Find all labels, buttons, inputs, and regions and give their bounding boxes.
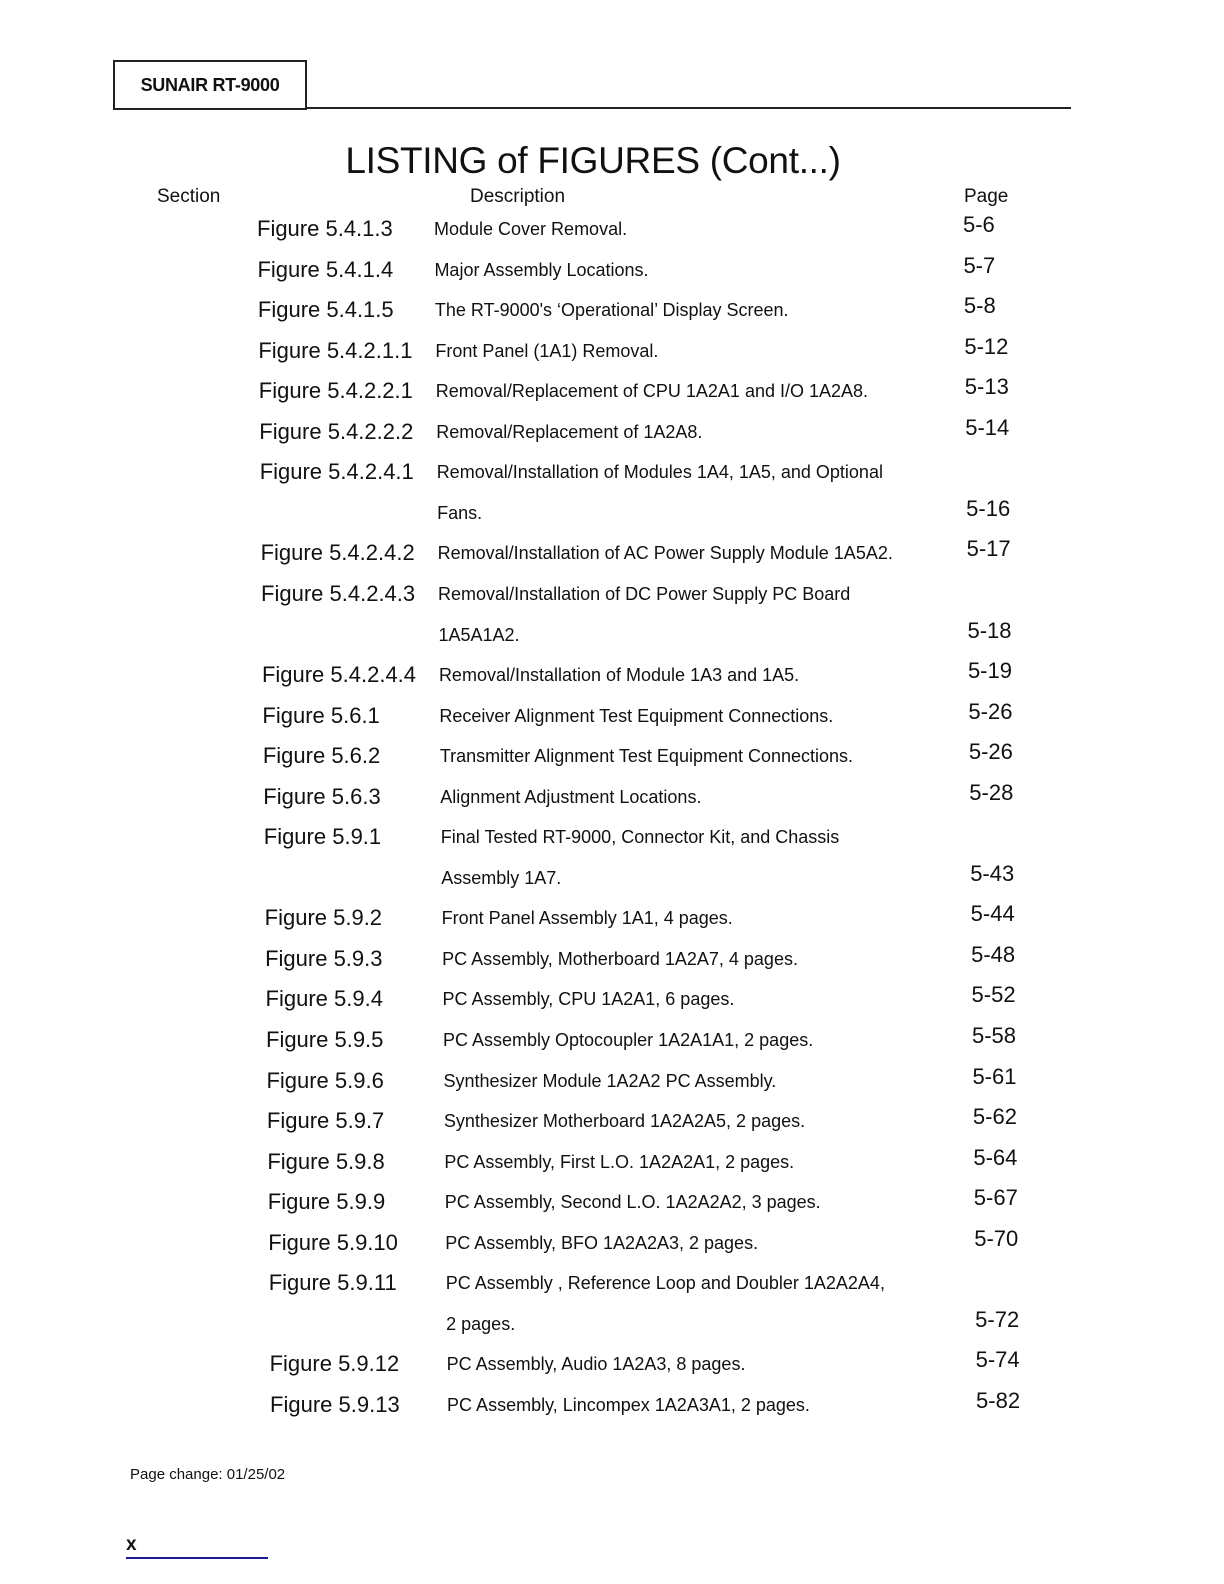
- figure-page: 5-74: [975, 1347, 1020, 1373]
- figure-page: 5-16: [966, 495, 1011, 521]
- figure-list-item: [0, 824, 1224, 854]
- figure-number: Figure 5.4.2.2.2: [259, 418, 414, 444]
- figure-description: PC Assembly, Audio 1A2A3, 8 pages.: [446, 1354, 746, 1375]
- figure-page: 5-52: [971, 982, 1016, 1008]
- figure-description: PC Assembly, Second L.O. 1A2A2A2, 3 pages.: [444, 1192, 821, 1213]
- figure-number: Figure 5.4.1.5: [257, 297, 394, 323]
- figure-number: Figure 5.9.5: [266, 1027, 384, 1052]
- figure-number: Figure 5.6.3: [263, 783, 381, 809]
- figure-number: Figure 5.9.10: [268, 1229, 398, 1255]
- figure-page: 5-19: [967, 658, 1012, 684]
- figure-number: Figure 5.4.2.4.2: [260, 540, 415, 566]
- page-change-note: Page change: 01/25/02: [130, 1466, 286, 1483]
- figure-number: Figure 5.9.11: [268, 1270, 397, 1296]
- figure-number: Figure 5.9.2: [264, 905, 383, 931]
- figure-number: Figure 5.9.1: [263, 824, 382, 850]
- figure-page: 5-48: [971, 941, 1016, 967]
- figure-number: Figure 5.6.2: [262, 743, 381, 769]
- figure-page: 5-26: [968, 698, 1013, 724]
- figure-number: Figure 5.9.7: [266, 1108, 385, 1134]
- figure-number: Figure 5.9.6: [266, 1067, 384, 1093]
- figure-list-item-continuation: [0, 495, 1224, 530]
- figure-number: Figure 5.9.4: [265, 986, 383, 1012]
- figure-description: PC Assembly, CPU 1A2A1, 6 pages.: [442, 989, 735, 1010]
- figure-number: Figure 5.4.2.1.1: [258, 337, 413, 363]
- figure-list-item: [0, 1104, 1224, 1138]
- figure-number: Figure 5.9.13: [270, 1391, 400, 1417]
- figure-number: Figure 5.6.1: [262, 702, 380, 728]
- figure-description: Assembly 1A7.: [441, 867, 562, 888]
- figure-page: 5-8: [963, 293, 996, 319]
- figure-description: Transmitter Alignment Test Equipment Connections.: [439, 746, 854, 767]
- figure-list-item: [0, 1185, 1224, 1219]
- figure-page: 5-6: [963, 212, 995, 237]
- figure-number: Figure 5.9.8: [267, 1148, 385, 1174]
- figure-page: 5-17: [966, 536, 1011, 562]
- column-header-description: Description: [470, 186, 566, 207]
- figure-page: 5-72: [975, 1306, 1020, 1332]
- figure-list-item: [0, 374, 1224, 408]
- figure-description: Front Panel Assembly 1A1, 4 pages.: [441, 908, 733, 929]
- figure-list-item: [0, 739, 1224, 773]
- footer-rule: [126, 1557, 268, 1559]
- figure-description: Receiver Alignment Test Equipment Connections.: [439, 705, 834, 726]
- column-header-section: Section: [157, 186, 221, 207]
- figure-description: PC Assembly, Lincompex 1A2A3A1, 2 pages.: [447, 1394, 810, 1415]
- figure-list-item: [0, 1144, 1224, 1179]
- figure-list-item: [0, 658, 1224, 692]
- figure-description: PC Assembly Optocoupler 1A2A1A1, 2 pages.: [443, 1030, 814, 1050]
- page-title: LISTING of FIGURES (Cont...): [345, 140, 841, 181]
- figure-description: Removal/Replacement of 1A2A8.: [436, 421, 703, 442]
- figure-number: Figure 5.4.2.4.3: [261, 580, 416, 606]
- figure-description: Removal/Installation of DC Power Supply PC Board: [438, 583, 851, 604]
- figure-description: PC Assembly, First L.O. 1A2A2A1, 2 pages.: [444, 1151, 795, 1172]
- figure-description: Removal/Installation of Module 1A3 and 1A5.: [438, 665, 800, 686]
- column-header-page: Page: [964, 186, 1009, 207]
- figure-page: 5-7: [963, 252, 996, 278]
- figure-description: Fans.: [437, 502, 483, 523]
- figure-description: Removal/Installation of AC Power Supply Module 1A5A2.: [437, 543, 893, 564]
- figure-number: Figure 5.9.3: [265, 945, 383, 971]
- figure-description: Removal/Replacement of CPU 1A2A1 and I/O 1A2A8.: [435, 381, 869, 402]
- figure-description: 1A5A1A2.: [438, 624, 520, 645]
- document-header-title: SUNAIR RT-9000: [140, 74, 280, 95]
- figure-list-item: [0, 1387, 1224, 1422]
- page-number: x: [126, 1534, 137, 1555]
- figure-list-item: [0, 779, 1224, 814]
- figure-list-item: [0, 581, 1224, 611]
- figure-list-item: [0, 901, 1224, 935]
- figure-page: 5-26: [968, 739, 1013, 765]
- figure-list-item-continuation: [0, 1306, 1224, 1341]
- figure-list-item: [0, 1023, 1224, 1057]
- figure-list-item-continuation: [0, 860, 1224, 895]
- figure-description: Major Assembly Locations.: [434, 259, 649, 280]
- figure-description: Alignment Adjustment Locations.: [440, 786, 702, 807]
- figure-page: 5-14: [965, 414, 1010, 440]
- figure-list-item: [0, 459, 1224, 489]
- figure-list-item: [0, 698, 1224, 733]
- figure-page: 5-18: [967, 617, 1012, 643]
- figure-list-item: [0, 1063, 1224, 1098]
- figure-page: 5-82: [976, 1387, 1021, 1413]
- figure-list-item: [0, 941, 1224, 976]
- figure-page: 5-58: [972, 1023, 1017, 1048]
- figure-number: Figure 5.4.2.4.1: [259, 459, 414, 485]
- figure-description: PC Assembly, BFO 1A2A2A3, 2 pages.: [445, 1232, 759, 1253]
- header-rule: [307, 107, 1071, 109]
- figure-number: Figure 5.4.1.3: [257, 216, 393, 241]
- figure-number: Figure 5.9.9: [267, 1189, 386, 1215]
- document-header-box: [113, 60, 307, 110]
- figure-page: 5-67: [973, 1185, 1018, 1211]
- figure-page: 5-62: [972, 1104, 1017, 1130]
- figure-number: Figure 5.4.1.4: [257, 256, 394, 282]
- figure-list-item: [0, 333, 1224, 368]
- figure-description: PC Assembly, Motherboard 1A2A7, 4 pages.: [442, 948, 798, 969]
- figure-page: 5-44: [970, 901, 1015, 927]
- figure-list-item: [0, 1347, 1224, 1381]
- figure-list-item: [0, 1270, 1224, 1300]
- figure-list-item: [0, 293, 1224, 327]
- figure-page: 5-43: [970, 860, 1015, 886]
- figure-description: Module Cover Removal.: [434, 219, 628, 239]
- figure-description: The RT-9000's ‘Operational’ Display Screen.: [434, 300, 789, 321]
- figure-page: 5-61: [972, 1063, 1017, 1089]
- figure-number: Figure 5.9.12: [269, 1351, 400, 1377]
- figure-list-item-continuation: [0, 617, 1224, 652]
- figure-description: Synthesizer Module 1A2A2 PC Assembly.: [443, 1070, 777, 1091]
- figure-list-item: [0, 414, 1224, 449]
- figure-description: 2 pages.: [446, 1313, 516, 1334]
- figure-list-item: [0, 252, 1224, 287]
- figure-description: Front Panel (1A1) Removal.: [435, 340, 659, 361]
- figure-list-item: [0, 536, 1224, 570]
- figure-page: 5-70: [974, 1225, 1019, 1251]
- figure-list-item: [0, 982, 1224, 1016]
- figure-page: 5-64: [973, 1144, 1018, 1170]
- figure-description: Synthesizer Motherboard 1A2A2A5, 2 pages.: [443, 1111, 806, 1132]
- figure-description: PC Assembly , Reference Loop and Doubler 1A2A2A4,: [445, 1273, 885, 1294]
- figure-list-item: [0, 1225, 1224, 1260]
- figure-page: 5-13: [964, 374, 1009, 400]
- figure-page: 5-28: [969, 779, 1014, 805]
- figure-list-item: [0, 212, 1224, 246]
- figure-number: Figure 5.4.2.2.1: [258, 378, 413, 404]
- figure-description: Removal/Installation of Modules 1A4, 1A5, and Optional: [436, 462, 883, 483]
- figure-number: Figure 5.4.2.4.4: [261, 662, 417, 688]
- figure-page: 5-12: [964, 333, 1009, 359]
- figure-description: Final Tested RT-9000, Connector Kit, and Chassis: [440, 827, 840, 848]
